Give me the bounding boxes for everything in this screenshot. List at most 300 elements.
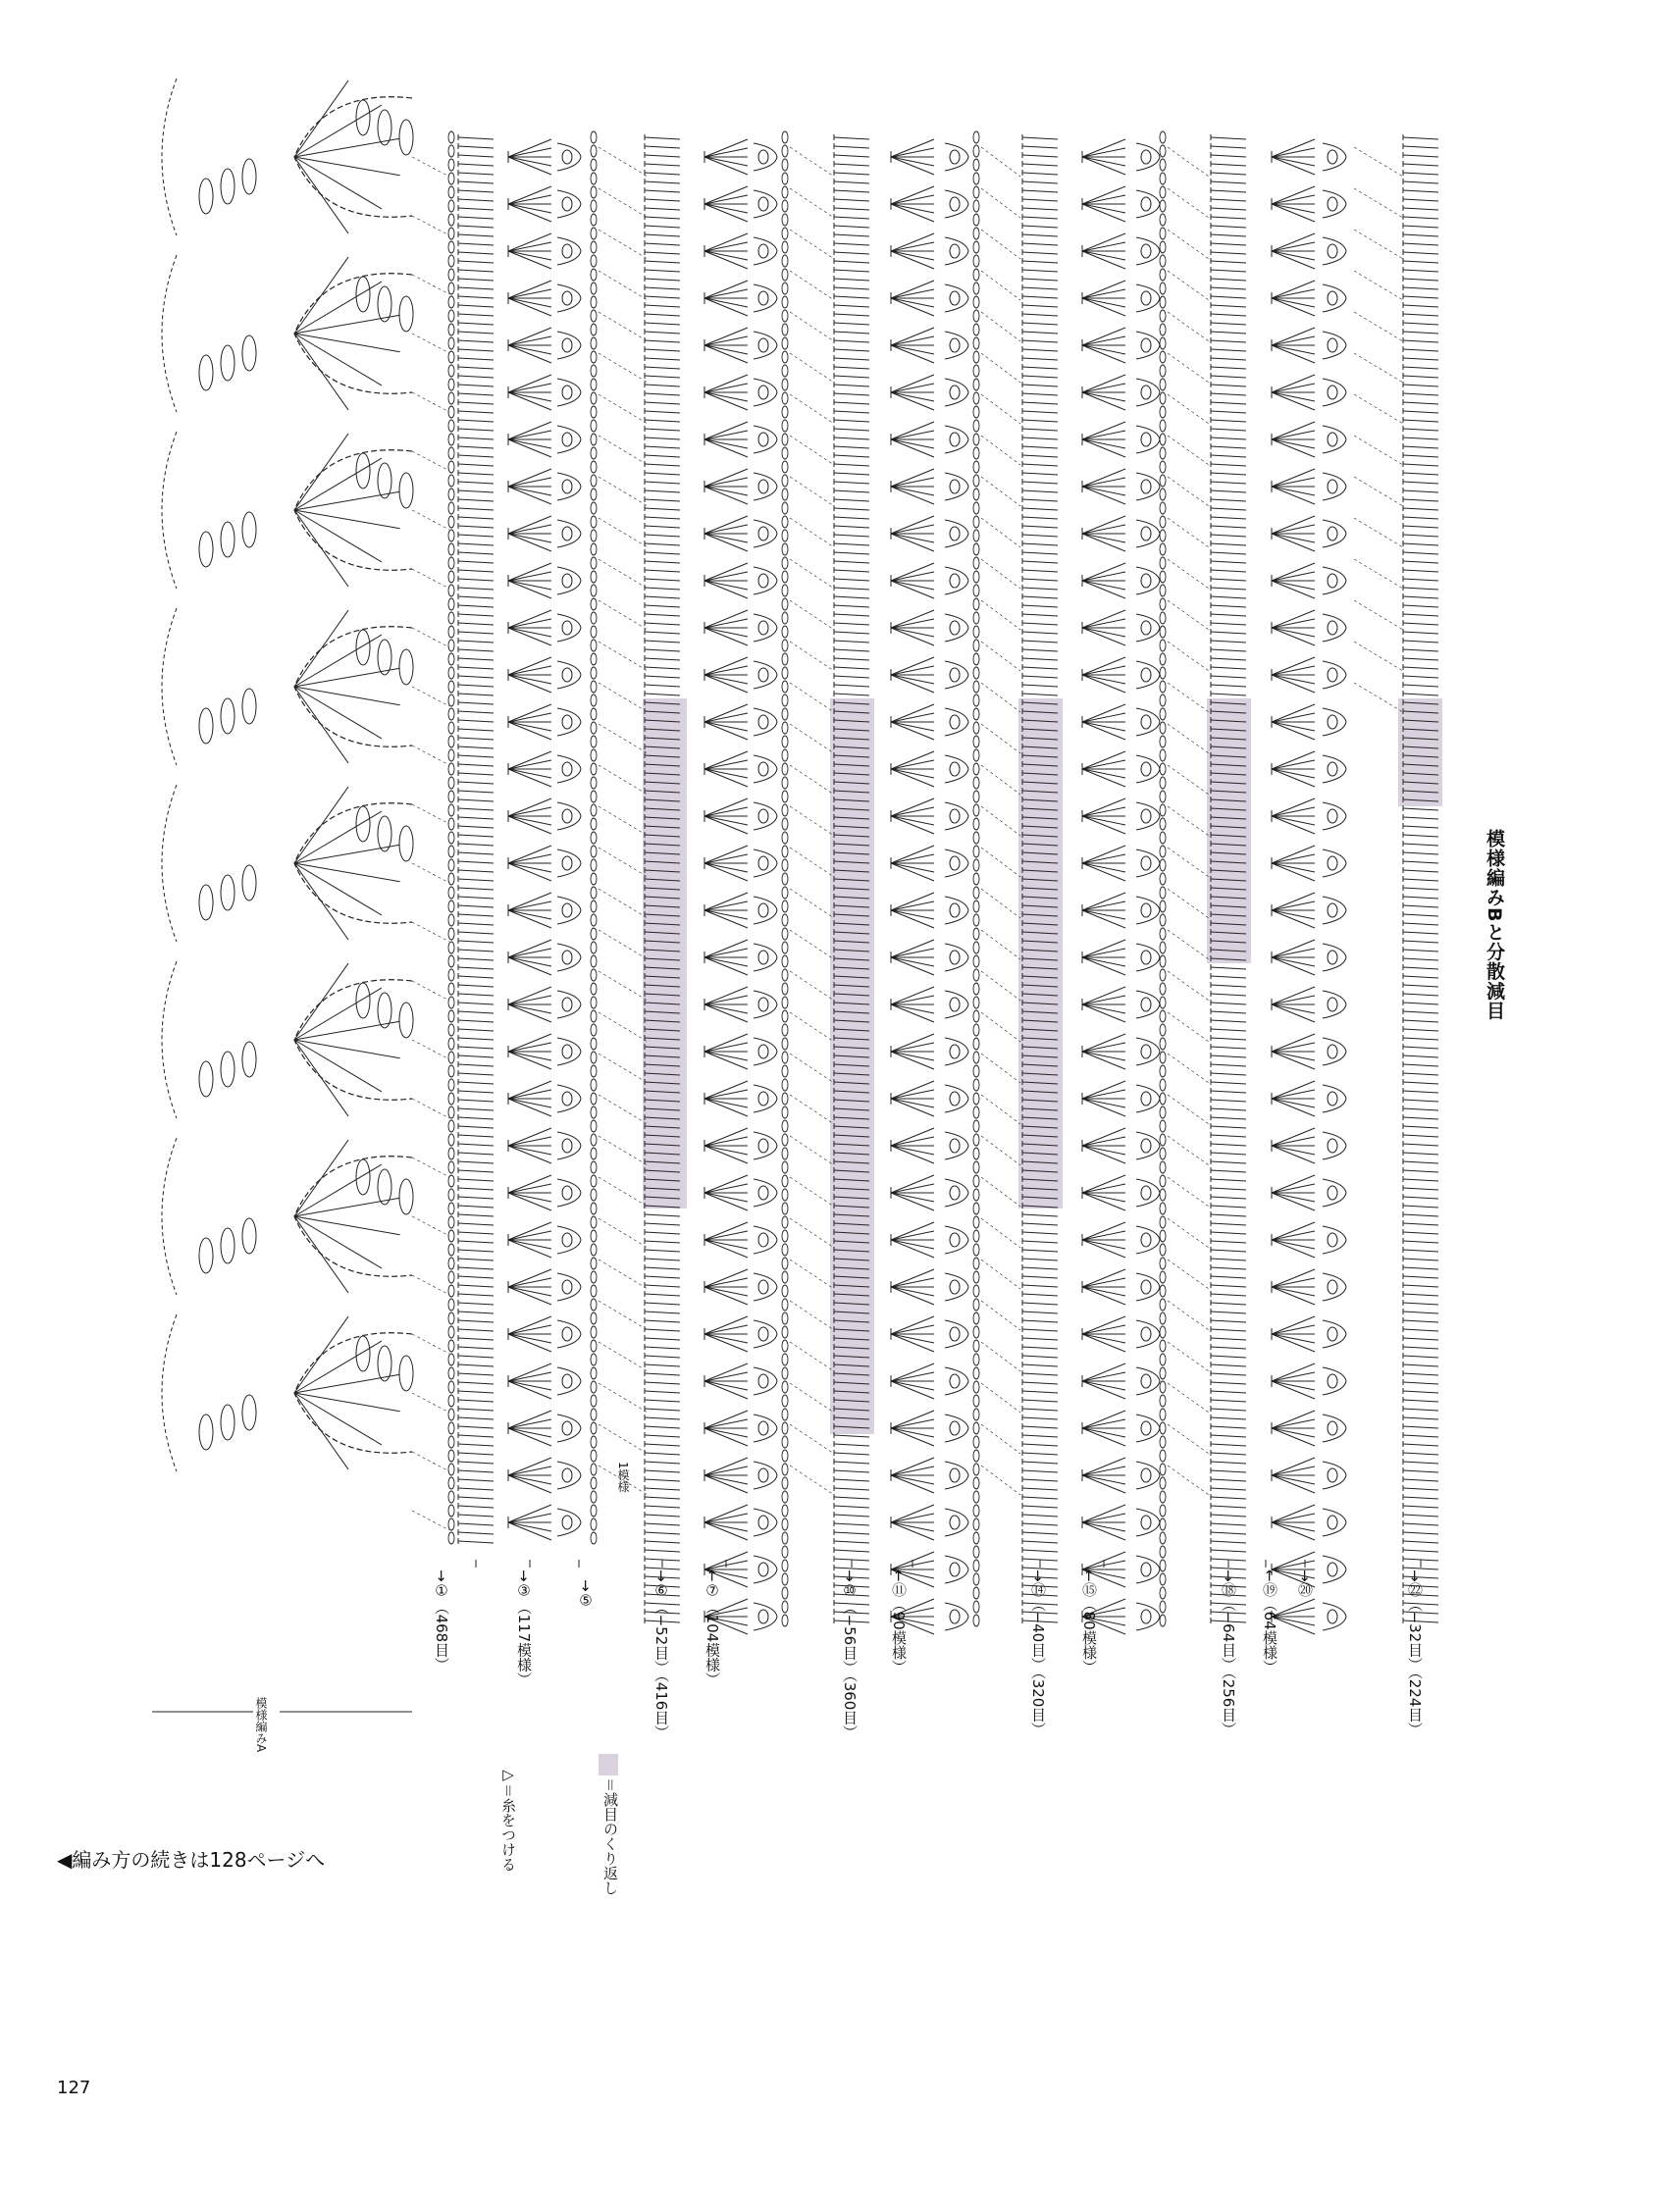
fan-petal [199,1061,213,1097]
fan-stitch [891,1240,934,1258]
chain-stitch [1160,1422,1166,1434]
fan-stitch [891,1099,934,1116]
tall-stitch [1022,1276,1058,1278]
tall-stitch [645,1523,680,1525]
tall-stitch [458,1188,494,1190]
chain-stitch [1160,461,1166,473]
chain-stitch [782,1216,788,1228]
tall-stitch [458,791,494,793]
chain-stitch [591,406,597,418]
puff-knot [1141,1610,1151,1623]
puff-knot [950,998,960,1011]
dashed-connector [599,806,648,836]
chain-stitch [782,365,788,377]
fan-stitch [508,1287,551,1305]
puff-stitch [557,1273,581,1301]
fan-stitch [704,581,748,598]
fan-stitch [1082,1411,1125,1428]
tall-stitch [458,455,494,457]
chain-stitch [782,1285,788,1297]
fan-stitch [891,1240,934,1249]
dashed-connector [599,1218,648,1248]
tall-stitch [1403,173,1438,175]
tall-stitch [1022,1285,1058,1287]
puff-knot [1141,197,1151,211]
tall-stitch [1022,367,1058,369]
fan-stitch [1082,563,1125,581]
tall-stitch [834,482,869,484]
puff-knot [758,1139,768,1153]
tall-stitch [1211,535,1246,537]
fan-stitch [1082,901,1125,910]
tall-stitch [1403,1100,1438,1102]
chain-stitch [591,214,597,226]
tall-stitch [1211,411,1246,413]
fan-stitch [891,328,934,345]
puff-stitch [754,143,777,171]
chain-stitch [973,859,979,871]
fan-stitch [1272,846,1315,863]
tall-stitch [1403,1223,1438,1225]
fan-stitch [1272,1475,1315,1493]
chain-stitch [448,228,454,239]
tall-stitch [1022,349,1058,351]
fan-stitch [891,431,934,439]
chain-stitch [782,392,788,404]
fan-stitch [1082,251,1125,269]
puff-stitch [945,991,968,1018]
fan-stitch [1082,713,1125,722]
tall-stitch [1403,1541,1438,1543]
fan-stitch [704,1287,748,1305]
tall-stitch [834,1470,869,1472]
tall-stitch [1022,1338,1058,1340]
fan-stitch [508,534,551,542]
fan-stitch [1272,195,1315,204]
fan-stitch [508,901,551,910]
fan-stitch [1082,1146,1125,1155]
tall-stitch [1403,1073,1438,1075]
tall-stitch [1211,985,1246,987]
fan-stitch [1272,233,1315,251]
chain-stitch [591,228,597,239]
chain-stitch [1160,502,1166,514]
puff-knot [950,1563,960,1576]
tall-stitch [1211,332,1246,334]
chain-stitch [973,722,979,734]
fan-stitch [508,1222,551,1240]
puff-stitch [945,849,968,877]
tall-stitch [1022,1523,1058,1525]
tall-stitch [458,429,494,431]
tall-stitch [645,535,680,537]
tall-stitch [1211,385,1246,386]
tall-stitch [458,579,494,581]
chain-stitch [973,846,979,857]
chain-stitch [973,296,979,308]
tall-stitch [834,658,869,660]
chain-stitch [591,749,597,761]
tall-stitch [1022,543,1058,545]
fan-stitch [1272,1363,1315,1381]
dashed-connector [790,230,834,259]
tall-stitch [458,1117,494,1119]
tall-stitch [458,1091,494,1093]
chain-stitch [591,1024,597,1036]
tall-stitch [458,1391,494,1393]
chain-stitch [591,283,597,294]
chain-stitch [591,846,597,857]
chain-stitch [782,708,788,720]
chain-stitch [973,1532,979,1544]
puff-knot [562,433,572,446]
fan-stitch [1272,628,1315,645]
fan-stitch [1272,1240,1315,1249]
tall-stitch [1022,279,1058,281]
puff-knot [562,480,572,493]
tall-stitch [834,332,869,334]
tall-stitch [1022,552,1058,554]
tall-stitch [834,208,869,210]
tall-stitch [645,429,680,431]
tall-stitch [1403,1523,1438,1525]
fan-stitch [508,469,551,487]
fan-scallop [294,274,412,394]
puff-stitch [1136,1132,1160,1159]
chain-stitch [591,942,597,953]
fan-stitch [1272,1052,1315,1069]
tall-stitch [1403,623,1438,625]
puff-stitch [754,520,777,547]
fan-stitch [1082,1372,1125,1381]
chain-stitch [782,846,788,857]
tall-stitch [834,526,869,528]
fan-stitch [508,1099,551,1116]
tall-stitch [645,1347,680,1349]
chain-stitch [448,516,454,528]
chain-stitch [591,447,597,459]
tall-stitch [1403,376,1438,378]
tall-stitch [1211,1161,1246,1163]
puff-stitch [945,708,968,736]
fan-stitch [704,1287,748,1296]
tall-stitch [458,1029,494,1031]
chain-stitch [1160,241,1166,253]
fan-stitch [1082,1193,1125,1202]
chain-stitch [448,1532,454,1544]
fan-stitch [1082,1428,1125,1437]
tall-stitch [1403,1197,1438,1199]
puff-stitch [945,379,968,406]
chain-stitch [1160,722,1166,734]
tall-stitch [1403,473,1438,475]
puff-stitch [754,708,777,736]
puff-stitch [557,520,581,547]
tall-stitch [834,1506,869,1508]
chain-stitch [1160,489,1166,500]
chain-stitch [973,283,979,294]
puff-stitch [945,190,968,218]
row-label-7: ←⑦（104模様） [704,1569,721,1687]
dashed-connector [1168,1218,1209,1248]
chain-stitch [448,942,454,953]
tall-stitch [1403,1206,1438,1208]
tall-stitch [1211,1047,1246,1049]
puff-stitch [1136,190,1160,218]
dashed-connector [412,392,449,412]
tall-stitch [1403,279,1438,281]
tall-stitch [458,967,494,969]
chain-stitch [782,1477,788,1489]
fan-petal [242,1218,256,1254]
puff-knot [562,1468,572,1482]
puff-knot [950,1516,960,1529]
puff-stitch [754,614,777,642]
fan-stitch [508,910,551,919]
chain-stitch [782,214,788,226]
puff-knot [562,951,572,964]
tall-stitch [1022,402,1058,404]
fan-stitch [704,572,748,581]
chain-stitch [973,818,979,830]
dashed-connector [599,271,648,300]
chain-stitch [973,1464,979,1475]
fan-stitch [1082,1522,1125,1531]
chain-stitch [973,461,979,473]
tall-stitch [1403,1064,1438,1066]
chain-stitch [973,241,979,253]
fan-stitch [508,157,551,166]
fan-stitch [1082,289,1125,298]
puff-knot [1141,1139,1151,1153]
dashed-connector [790,518,834,547]
dashed-connector [981,312,1020,341]
tall-stitch [1403,1241,1438,1243]
puff-knot [562,527,572,540]
tall-stitch [1211,340,1246,342]
fan-stitch [704,760,748,769]
chain-stitch [973,997,979,1008]
dashed-connector [599,1136,648,1165]
fan-stitch [508,1052,551,1060]
puff-stitch [1323,1179,1346,1207]
puff-knot [758,1233,768,1247]
tall-stitch [834,226,869,228]
tall-stitch [1403,490,1438,492]
tall-stitch [645,1294,680,1296]
tall-stitch [1022,1453,1058,1455]
dashed-connector [1168,559,1209,589]
fan-spoke [294,157,348,233]
fan-stitch [1272,422,1315,439]
fan-stitch [508,863,551,872]
fan-stitch [1272,289,1315,298]
chain-stitch [448,255,454,267]
tall-stitch [458,367,494,369]
tall-stitch [1211,393,1246,395]
puff-knot [562,1139,572,1153]
chain-stitch [448,681,454,693]
tall-stitch [1211,1550,1246,1552]
puff-stitch [1136,708,1160,736]
fan-stitch [1272,1099,1315,1116]
chain-stitch [591,667,597,679]
fan-stitch [704,204,748,222]
tall-stitch [1403,808,1438,810]
fan-stitch [508,722,551,740]
fan-stitch [1272,1004,1315,1013]
tall-stitch [458,376,494,378]
fan-stitch [891,345,934,363]
chain-stitch [973,1010,979,1022]
fan-stitch [1082,1466,1125,1475]
dashed-connector [1354,230,1403,259]
puff-knot [1328,1610,1337,1623]
fan-stitch [508,628,551,637]
chain-stitch [782,1450,788,1462]
puff-knot [758,433,768,446]
fan-scallop [294,627,412,747]
chain-stitch [973,379,979,390]
tall-stitch [1403,1453,1438,1455]
tall-stitch [645,1285,680,1287]
tall-stitch [1403,332,1438,334]
chain-stitch [1160,392,1166,404]
tall-stitch [834,694,869,695]
stitch-column-fan [704,139,748,1634]
tall-stitch [458,694,494,695]
tall-stitch [458,1250,494,1252]
fan-stitch [704,713,748,722]
dashed-connector [599,889,648,918]
tall-stitch [458,1206,494,1208]
puff-knot [1141,527,1151,540]
chain-stitch [591,598,597,610]
fan-stitch [704,1004,748,1022]
chain-stitch [973,598,979,610]
tall-stitch [1403,1470,1438,1472]
tall-stitch [1403,870,1438,872]
tall-stitch [1211,1347,1246,1349]
fan-stitch [1272,1081,1315,1099]
tall-stitch [1022,411,1058,413]
tall-stitch [1022,332,1058,334]
dashed-connector [981,353,1020,383]
puff-stitch [1136,426,1160,453]
dashed-connector [790,353,834,383]
fan-stitch [891,910,934,928]
chain-stitch [448,186,454,198]
chain-stitch [782,502,788,514]
dashed-connector [981,600,1020,630]
puff-stitch [945,897,968,924]
tall-stitch [458,950,494,952]
puff-knot [950,150,960,164]
chain-stitch [782,749,788,761]
tall-stitch [1211,561,1246,563]
tall-stitch [1022,588,1058,590]
tall-stitch [1211,164,1246,166]
fan-stitch [1272,1334,1315,1343]
puff-knot [758,574,768,588]
tall-stitch [1211,1356,1246,1358]
dashed-connector [790,1177,834,1207]
puff-stitch [1323,944,1346,971]
stitch-column-tall [458,134,494,1544]
puff-knot [950,197,960,211]
fan-stitch [891,1193,934,1202]
fan-stitch [704,863,748,881]
dashed-connector [1354,436,1403,465]
tall-stitch [458,526,494,528]
tall-stitch [645,1417,680,1419]
fan-stitch [508,439,551,448]
chain-stitch [973,434,979,445]
fan-stitch [704,439,748,457]
fan-stitch [1082,1287,1125,1305]
puff-knot [950,903,960,917]
fan-stitch [704,666,748,675]
fan-stitch [891,1411,934,1428]
fan-stitch [891,204,934,213]
chain-stitch [782,324,788,335]
puff-stitch [754,1509,777,1536]
chain-stitch [1160,1340,1166,1352]
chain-stitch [782,667,788,679]
puff-stitch [1136,567,1160,594]
chain-stitch [448,640,454,651]
tall-stitch [834,279,869,281]
puff-knot [562,291,572,305]
chain-stitch [973,1395,979,1407]
fan-stitch [1272,1381,1315,1390]
fan-stitch [508,525,551,534]
chain-stitch [1160,269,1166,281]
fan-stitch [1082,816,1125,834]
fan-stitch [1082,1428,1125,1446]
chain-stitch [591,379,597,390]
dashed-connector [412,1216,449,1236]
puff-stitch [945,614,968,642]
fan-stitch [1272,1428,1315,1446]
chain-stitch [448,1491,454,1503]
chain-stitch [448,914,454,926]
fan-stitch [508,957,551,966]
fan-stitch [1082,987,1125,1004]
tall-stitch [1211,173,1246,175]
tall-stitch [1211,526,1246,528]
tall-stitch [1403,1250,1438,1252]
chain-stitch [1160,694,1166,706]
puff-stitch [945,1509,968,1536]
puff-stitch [1323,802,1346,830]
tall-stitch [1022,1294,1058,1296]
tall-stitch [458,146,494,148]
puff-knot [1141,668,1151,682]
puff-stitch [557,661,581,689]
fan-stitch [1272,751,1315,769]
chain-stitch [1160,1258,1166,1269]
tall-stitch [458,994,494,996]
fan-stitch [704,1475,748,1484]
tall-stitch [458,932,494,934]
tall-stitch [458,1479,494,1481]
tall-stitch [645,685,680,687]
chain-stitch [973,1052,979,1063]
chain-stitch [782,434,788,445]
tall-stitch [834,1488,869,1490]
puff-stitch [1323,1509,1346,1536]
